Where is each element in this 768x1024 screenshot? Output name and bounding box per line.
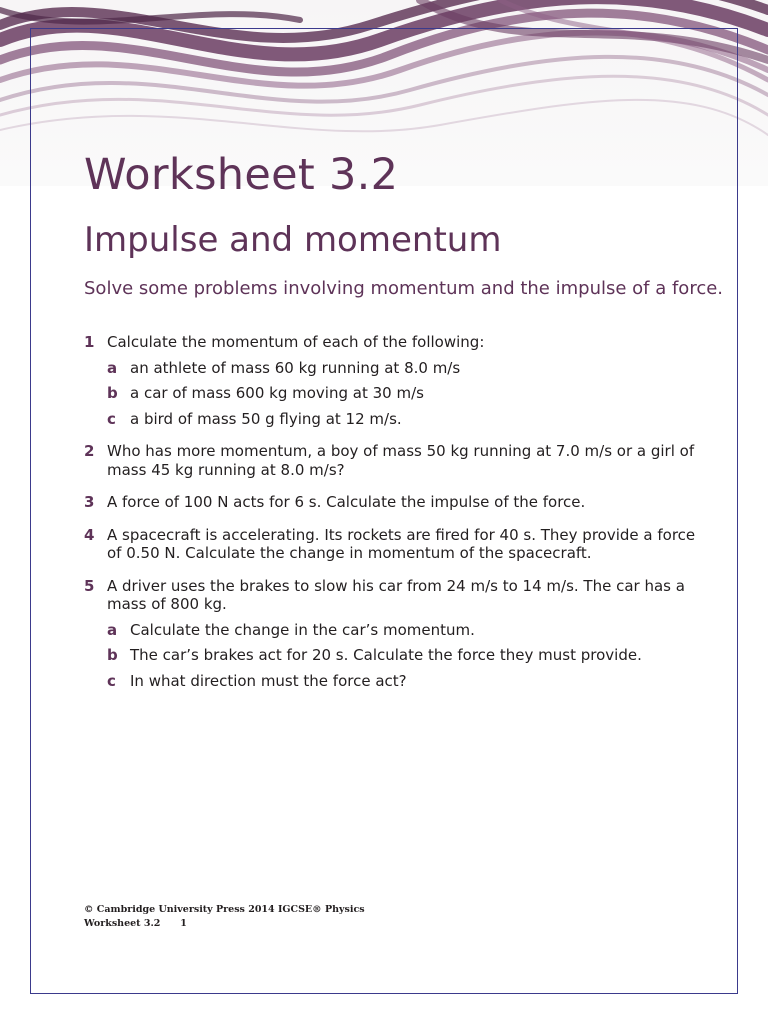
question-2 <box>84 442 714 479</box>
question-number: 1 <box>84 333 95 351</box>
question-text: Who has more momentum, a boy of mass 50 kg running at 7.0 m/s or a girl of mass 45 kg running at 8.0 m/s? <box>107 442 695 479</box>
part-text: a bird of mass 50 g flying at 12 m/s. <box>130 409 402 428</box>
question-part <box>107 672 714 691</box>
page-subtitle: Impulse and momentum <box>84 220 502 260</box>
question-part <box>107 359 714 378</box>
question-part <box>107 384 714 403</box>
page-footer <box>84 903 365 931</box>
question-text: A force of 100 N acts for 6 s. Calculate the impulse of the force. <box>107 493 586 511</box>
footer-worksheet: Worksheet 3.2 <box>84 918 161 929</box>
part-label: b <box>107 646 118 664</box>
question-number: 2 <box>84 442 95 460</box>
part-text: In what direction must the force act? <box>130 671 407 690</box>
question-4 <box>84 526 714 563</box>
part-label: c <box>107 409 116 428</box>
question-number: 5 <box>84 576 95 595</box>
part-text: Calculate the change in the car’s momentum. <box>130 620 475 639</box>
part-label: c <box>107 671 116 690</box>
question-5 <box>84 577 714 691</box>
page-number: 1 <box>180 918 187 929</box>
question-part <box>107 410 714 429</box>
question-part <box>107 646 714 665</box>
part-text: a car of mass 600 kg moving at 30 m/s <box>130 384 424 402</box>
question-list <box>84 333 714 690</box>
part-label: b <box>107 384 118 402</box>
question-text: Calculate the momentum of each of the following: <box>107 333 485 351</box>
part-text: an athlete of mass 60 kg running at 8.0 m/s <box>130 358 461 377</box>
page-title: Worksheet 3.2 <box>84 150 399 200</box>
footer-page-info <box>84 917 365 931</box>
question-1 <box>84 333 714 428</box>
intro-text: Solve some problems involving momentum and the impulse of a force. <box>84 278 724 299</box>
copyright-line: © Cambridge University Press 2014 IGCSE® Physics <box>84 904 365 915</box>
question-part <box>107 621 714 640</box>
question-text: A driver uses the brakes to slow his car from 24 m/s to 14 m/s. The car has a mass of 800 kg. <box>107 576 685 613</box>
question-text: A spacecraft is accelerating. Its rockets are fired for 40 s. They provide a force of 0.50 N. Calculate the change in momentum of the spacecraft. <box>107 525 696 562</box>
part-label: a <box>107 358 118 377</box>
part-label: a <box>107 620 118 639</box>
question-number: 4 <box>84 525 95 544</box>
question-3 <box>84 493 714 512</box>
question-number: 3 <box>84 493 95 511</box>
part-text: The car’s brakes act for 20 s. Calculate the force they must provide. <box>130 646 642 664</box>
